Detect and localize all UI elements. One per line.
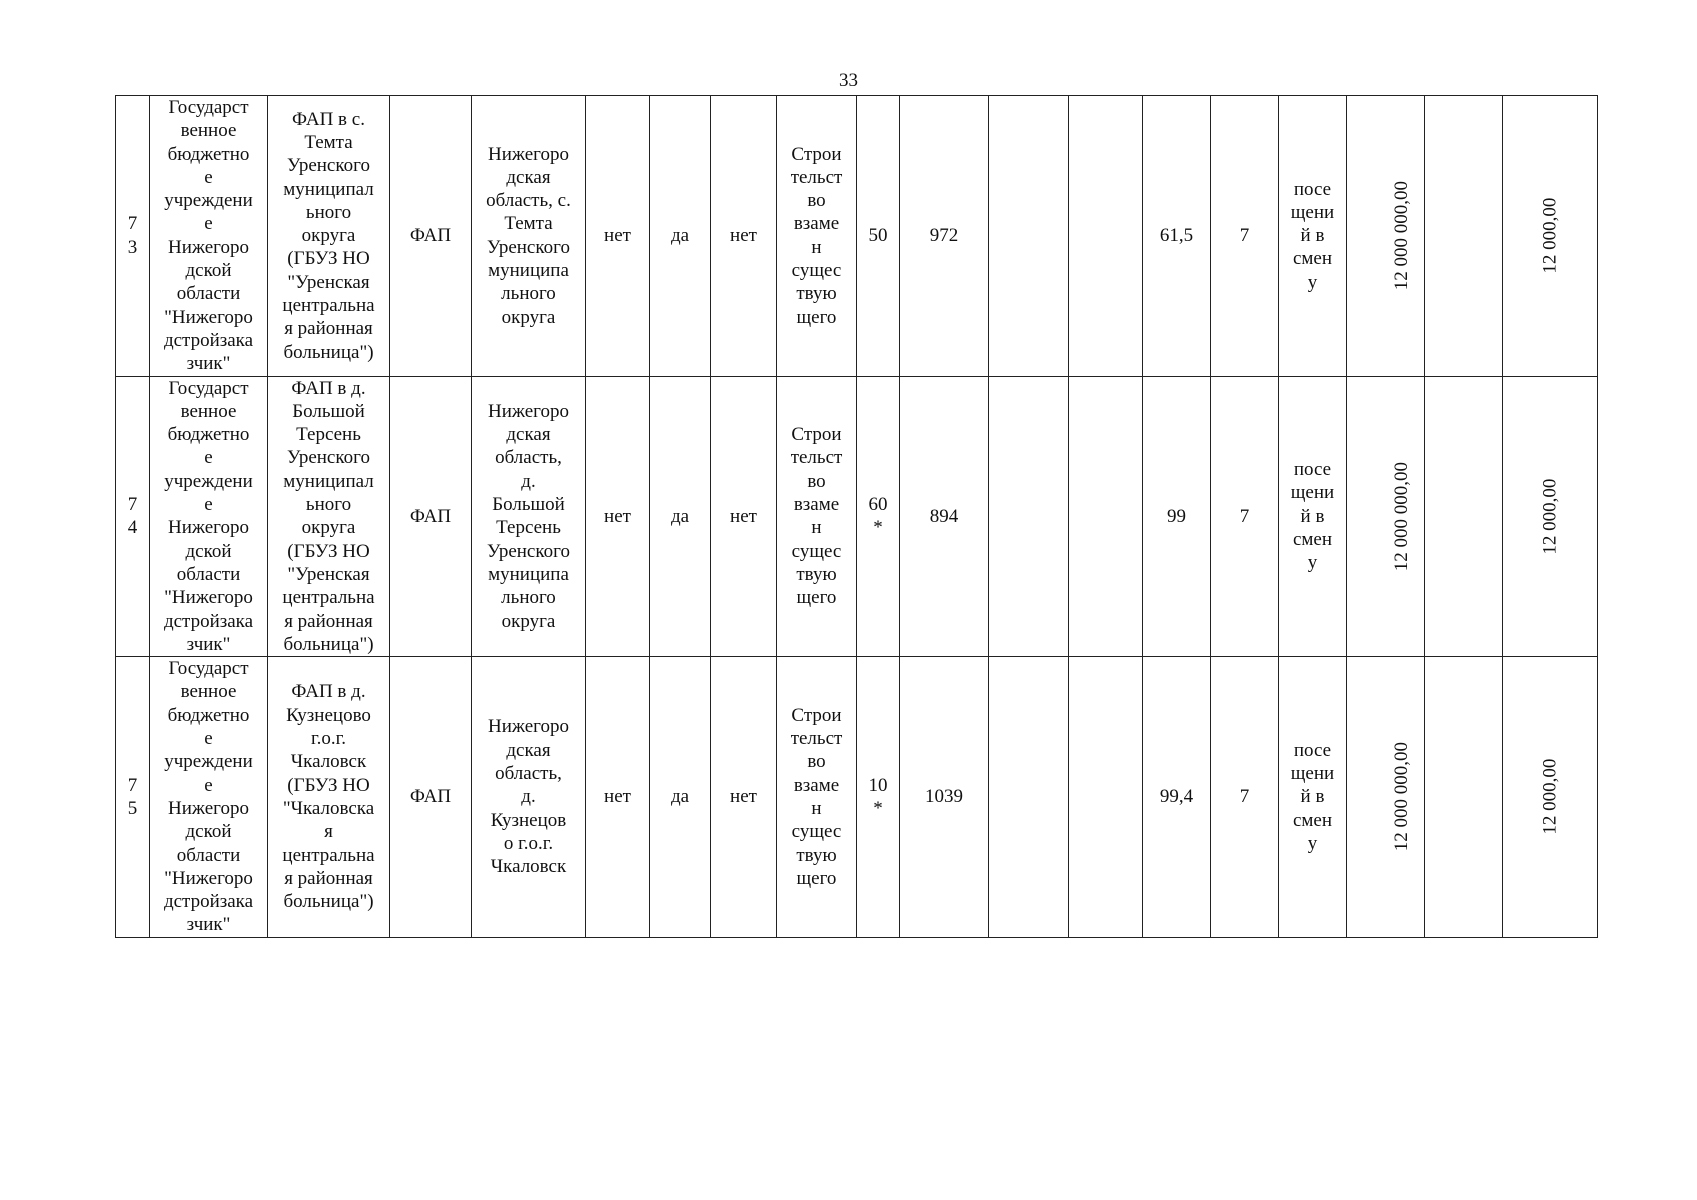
row-number-cell: 7 5 — [116, 657, 150, 938]
total-cost-cell: 12 000 000,00 — [1347, 96, 1425, 377]
work-type-cell: Строи тельст во взаме н сущес твую щего — [777, 376, 857, 657]
distance-cell: 7 — [1211, 657, 1279, 938]
address-cell: Нижегоро дская область, д. Кузнецов о г.о.г. Чкаловск — [472, 657, 586, 938]
page-number: 33 — [839, 70, 858, 91]
area-cell: 61,5 — [1143, 96, 1211, 377]
population-cell: 1039 — [900, 657, 989, 938]
facilities-table — [115, 95, 1598, 938]
unit-cell: посе щени й в смен у — [1279, 96, 1347, 377]
facility-type-cell: ФАП — [390, 96, 472, 377]
flag-cell-1: нет — [586, 657, 650, 938]
empty-cell — [989, 376, 1069, 657]
empty-cell — [989, 96, 1069, 377]
empty-cell — [1425, 657, 1503, 938]
cost-thousands-cell: 12 000,00 — [1503, 657, 1598, 938]
row-number-cell: 7 4 — [116, 376, 150, 657]
empty-cell — [1069, 376, 1143, 657]
distance-cell: 7 — [1211, 376, 1279, 657]
table-row — [116, 657, 1598, 938]
flag-cell-3: нет — [711, 96, 777, 377]
area-cell: 99 — [1143, 376, 1211, 657]
empty-cell — [1425, 376, 1503, 657]
empty-cell — [1425, 96, 1503, 377]
object-name-cell: ФАП в с. Темта Уренского муниципал ьного округа (ГБУЗ НО "Уренская центральна я районная больница") — [268, 96, 390, 377]
organization-cell: Государст венное бюджетно е учреждени е Нижегоро дской области "Нижегоро дстройзака зчик" — [150, 96, 268, 377]
distance-cell: 7 — [1211, 96, 1279, 377]
population-cell: 972 — [900, 96, 989, 377]
total-cost-cell: 12 000 000,00 — [1347, 376, 1425, 657]
empty-cell — [989, 657, 1069, 938]
capacity-cell: 50 — [857, 96, 900, 377]
total-cost-cell: 12 000 000,00 — [1347, 657, 1425, 938]
table-row — [116, 376, 1598, 657]
organization-cell: Государст венное бюджетно е учреждени е Нижегоро дской области "Нижегоро дстройзака зчик" — [150, 657, 268, 938]
unit-cell: посе щени й в смен у — [1279, 376, 1347, 657]
flag-cell-2: да — [650, 376, 711, 657]
flag-cell-1: нет — [586, 96, 650, 377]
flag-cell-3: нет — [711, 376, 777, 657]
facility-type-cell: ФАП — [390, 376, 472, 657]
empty-cell — [1069, 657, 1143, 938]
flag-cell-2: да — [650, 657, 711, 938]
organization-cell: Государст венное бюджетно е учреждени е Нижегоро дской области "Нижегоро дстройзака зчик" — [150, 376, 268, 657]
table-row — [116, 96, 1598, 377]
row-number-cell: 7 3 — [116, 96, 150, 377]
unit-cell: посе щени й в смен у — [1279, 657, 1347, 938]
address-cell: Нижегоро дская область, д. Большой Терсень Уренского муниципа льного округа — [472, 376, 586, 657]
cost-thousands-cell: 12 000,00 — [1503, 96, 1598, 377]
capacity-cell: 60 * — [857, 376, 900, 657]
population-cell: 894 — [900, 376, 989, 657]
work-type-cell: Строи тельст во взаме н сущес твую щего — [777, 657, 857, 938]
work-type-cell: Строи тельст во взаме н сущес твую щего — [777, 96, 857, 377]
empty-cell — [1069, 96, 1143, 377]
object-name-cell: ФАП в д. Кузнецово г.о.г. Чкаловск (ГБУЗ НО "Чкаловска я центральна я районная больница") — [268, 657, 390, 938]
flag-cell-3: нет — [711, 657, 777, 938]
flag-cell-2: да — [650, 96, 711, 377]
address-cell: Нижегоро дская область, с. Темта Уренского муниципа льного округа — [472, 96, 586, 377]
flag-cell-1: нет — [586, 376, 650, 657]
capacity-cell: 10 * — [857, 657, 900, 938]
facility-type-cell: ФАП — [390, 657, 472, 938]
object-name-cell: ФАП в д. Большой Терсень Уренского муниципал ьного округа (ГБУЗ НО "Уренская центральна я районная больница") — [268, 376, 390, 657]
cost-thousands-cell: 12 000,00 — [1503, 376, 1598, 657]
area-cell: 99,4 — [1143, 657, 1211, 938]
